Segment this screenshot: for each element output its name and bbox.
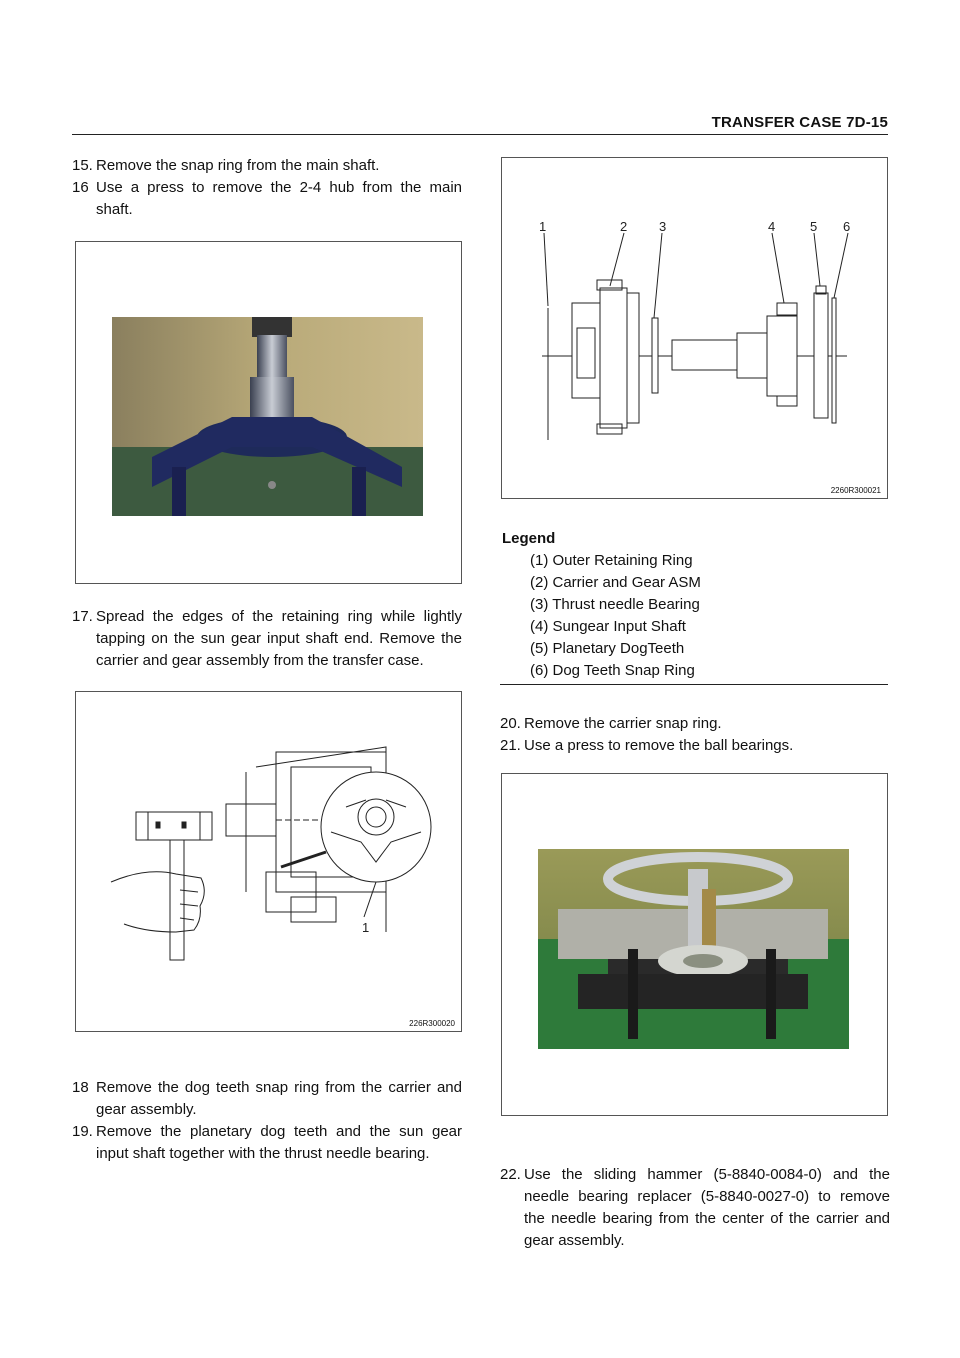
- left-steps-1: [72, 155, 462, 221]
- step-number: 19.: [72, 1123, 93, 1140]
- step-text: Use the sliding hammer (5-8840-0084-0) and the needle bearing replacer (5-8840-0027-0) to remove the needle bearing from the center of the carrier and gear assembly.: [524, 1166, 890, 1249]
- callout-5: 5: [810, 219, 818, 234]
- step-number: 17.: [72, 608, 93, 625]
- step-number: 18: [72, 1079, 89, 1096]
- legend-item: (5) Planetary DogTeeth: [530, 640, 685, 657]
- step-22: [500, 1164, 890, 1252]
- step-text: Use a press to remove the 2-4 hub from the main shaft.: [96, 179, 462, 218]
- legend-item: (4) Sungear Input Shaft: [530, 618, 686, 635]
- left-steps-3: [72, 1077, 462, 1165]
- callout-3: 3: [659, 219, 667, 234]
- step-15: [72, 155, 462, 177]
- step-16: [72, 177, 462, 221]
- right-steps-1: [500, 713, 890, 757]
- figure-bearing-press-photo: [501, 773, 888, 1116]
- legend-title: Legend: [502, 530, 556, 547]
- bearing-press-photo: [538, 849, 849, 1049]
- legend-item: (6) Dog Teeth Snap Ring: [530, 662, 695, 679]
- step-text: Remove the snap ring from the main shaft.: [96, 157, 380, 174]
- callout-2: 2: [620, 219, 628, 234]
- figure-hammer-drawing: [75, 691, 462, 1032]
- step-number: 21.: [500, 737, 521, 754]
- step-text: Remove the dog teeth snap ring from the carrier and gear assembly.: [96, 1079, 462, 1118]
- step-number: 22.: [500, 1166, 521, 1183]
- right-steps-2: [500, 1164, 890, 1252]
- callout-1: 1: [539, 219, 547, 234]
- callout-6: 6: [843, 219, 851, 234]
- figure-hub-press-photo: [75, 241, 462, 584]
- hammer-drawing: [76, 692, 461, 1012]
- legend-item: (3) Thrust needle Bearing: [530, 596, 700, 613]
- step-number: 20.: [500, 715, 521, 732]
- step-21: [500, 735, 890, 757]
- step-number: 16: [72, 179, 89, 196]
- figure-id: 226R300020: [409, 1019, 455, 1028]
- callout-4: 4: [768, 219, 776, 234]
- figure-exploded-view: [501, 157, 888, 499]
- left-steps-2: [72, 606, 462, 672]
- step-text: Use a press to remove the ball bearings.: [524, 737, 794, 754]
- step-text: Spread the edges of the retaining ring while lightly tapping on the sun gear input shaft end. Remove the carrier and gear assembly from the transfer case.: [96, 608, 462, 669]
- legend-item: (2) Carrier and Gear ASM: [530, 574, 701, 591]
- step-19: [72, 1121, 462, 1165]
- step-20: [500, 713, 890, 735]
- page-title: TRANSFER CASE 7D-15: [711, 114, 888, 131]
- step-text: Remove the planetary dog teeth and the sun gear input shaft together with the thrust needle bearing.: [96, 1123, 462, 1162]
- step-17: [72, 606, 462, 672]
- legend-item: (1) Outer Retaining Ring: [530, 552, 693, 569]
- exploded-view-drawing: [502, 158, 887, 478]
- hub-press-photo: [112, 317, 423, 516]
- legend: [500, 528, 888, 685]
- step-18: [72, 1077, 462, 1121]
- page-header: [72, 112, 888, 135]
- step-text: Remove the carrier snap ring.: [524, 715, 722, 732]
- callout-1: 1: [362, 920, 370, 935]
- step-number: 15.: [72, 157, 93, 174]
- figure-id: 2260R300021: [830, 486, 881, 495]
